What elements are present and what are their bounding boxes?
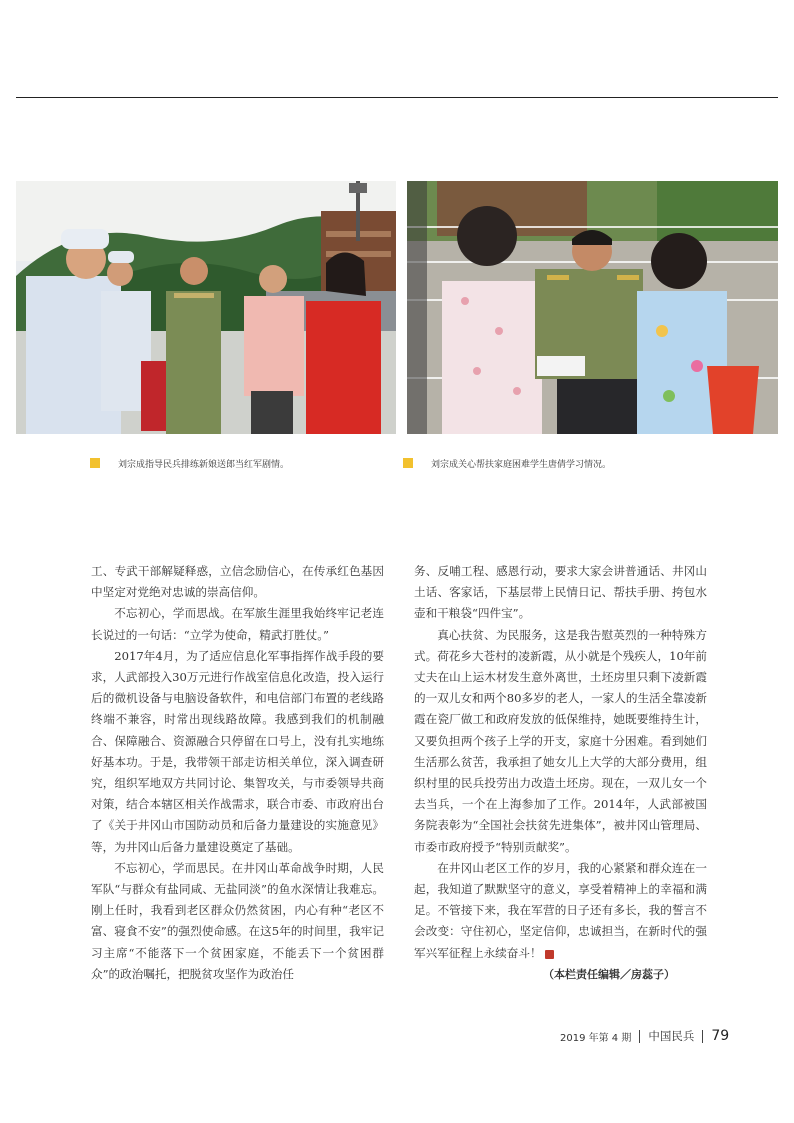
paragraph-final-text: 在井冈山老区工作的岁月，我的心紧紧和群众连在一起，我知道了默默坚守的意义，享受着精神上的幸福和满足。不管接下来，我在军营的日子还有多长，我的誓言不会改变：守住初心，坚定信仰，忠诚担当，在新时代的强军兴军征程上永续奋斗！ bbox=[414, 860, 707, 960]
caption-right bbox=[403, 456, 611, 470]
photo-militia-rehearsal bbox=[16, 181, 396, 434]
footer-divider bbox=[702, 1030, 703, 1043]
paragraph: 不忘初心，学而思战。在军旅生涯里我始终牢记老连长说过的一句话：“立学为使命，精武打胜仗。” bbox=[91, 606, 384, 642]
caption-left bbox=[90, 456, 289, 470]
paragraph-final bbox=[414, 858, 707, 964]
paragraph: 2017年4月，为了适应信息化军事指挥作战手段的要求，人武部投入30万元进行作战室信息化改造，投入运行后的微机设备与电脑设备软件，和电信部门布置的老线路终端不兼容，时常出现线路故障。我感到我们的机制融合、保障融合、资源融合只停留在口号上，没有扎实地练好基本功。于是，我带领干部走访相关单位，深入调查研究，组织军地双方共同讨论、集智攻关，与市委领导共商对策，结合本辖区相关作战需求，联合市委、市政府出台了《关于井冈山市国防动员和后备力量建设的实施意见》等，为井冈山后备力量建设奠定了基础。 bbox=[91, 648, 385, 854]
paragraph: 务、反哺工程、感恩行动，要求大家会讲普通话、井冈山土话、客家话，下基层带上民情日记、帮扶手册、挎包水壶和干粮袋“四件宝”。 bbox=[414, 564, 707, 621]
footer-divider bbox=[639, 1030, 640, 1043]
photo-student-tutoring bbox=[407, 181, 778, 434]
caption-marker-square bbox=[90, 458, 100, 468]
paragraph: 不忘初心，学而思民。在井冈山革命战争时期，人民军队“与群众有盐同咸、无盐同淡”的鱼水深情让我难忘。刚上任时，我看到老区群众仍然贫困，内心有种“老区不富、寝食不安”的强烈使命感。在这5年的时间里，我牢记习主席“不能落下一个贫困家庭，不能丢下一个贫困群众”的政治嘱托，把脱贫攻坚作为政治任 bbox=[91, 860, 384, 981]
paragraph: 真心扶贫、为民服务，这是我告慰英烈的一种特殊方式。荷花乡大苍村的凌新霞，从小就是个残疾人，10年前丈夫在山上运木材发生意外离世，土坯房里只剩下凌新霞的一双儿女和两个80多岁的老人，一家人的生活全靠凌新霞在瓷厂做工和政府发放的低保维持，她既要维持生计，又要负担两个孩子上学的开支，家庭十分困难。看到她们生活那么贫苦，我承担了她女儿上大学的大部分费用，组织村里的民兵投劳出力改造土坯房。现在，一双儿女一个去当兵，一个在上海参加了工作。2014年，人武部被国务院表彰为“全国社会扶贫先进集体”，被井冈山管理局、市委市政府授予“特别贡献奖”。 bbox=[414, 627, 708, 854]
caption-right-text: 刘宗成关心帮扶家庭困难学生唐倩学习情况。 bbox=[431, 459, 612, 470]
photo-militia-rehearsal-image bbox=[16, 181, 396, 434]
top-rule bbox=[16, 97, 778, 98]
end-of-article-icon: N bbox=[545, 950, 554, 959]
page-number: 79 bbox=[711, 1028, 730, 1044]
article-column-right bbox=[414, 561, 707, 985]
paragraph: 工、专武干部解疑释惑，立信念励信心，在传承红色基因中坚定对党绝对忠诚的崇高信仰。 bbox=[91, 564, 384, 600]
caption-left-text: 刘宗成指导民兵排练新娘送郎当红军剧情。 bbox=[118, 459, 290, 470]
caption-marker-square bbox=[403, 458, 413, 468]
issue-label: 2019 年第 4 期 bbox=[560, 1032, 632, 1044]
page-footer bbox=[560, 1026, 729, 1046]
magazine-name: 中国民兵 bbox=[648, 1029, 695, 1043]
article-column-left bbox=[91, 561, 384, 985]
editor-credit: （本栏责任编辑／房蕊子） bbox=[543, 967, 675, 981]
photo-student-tutoring-image bbox=[407, 181, 778, 434]
